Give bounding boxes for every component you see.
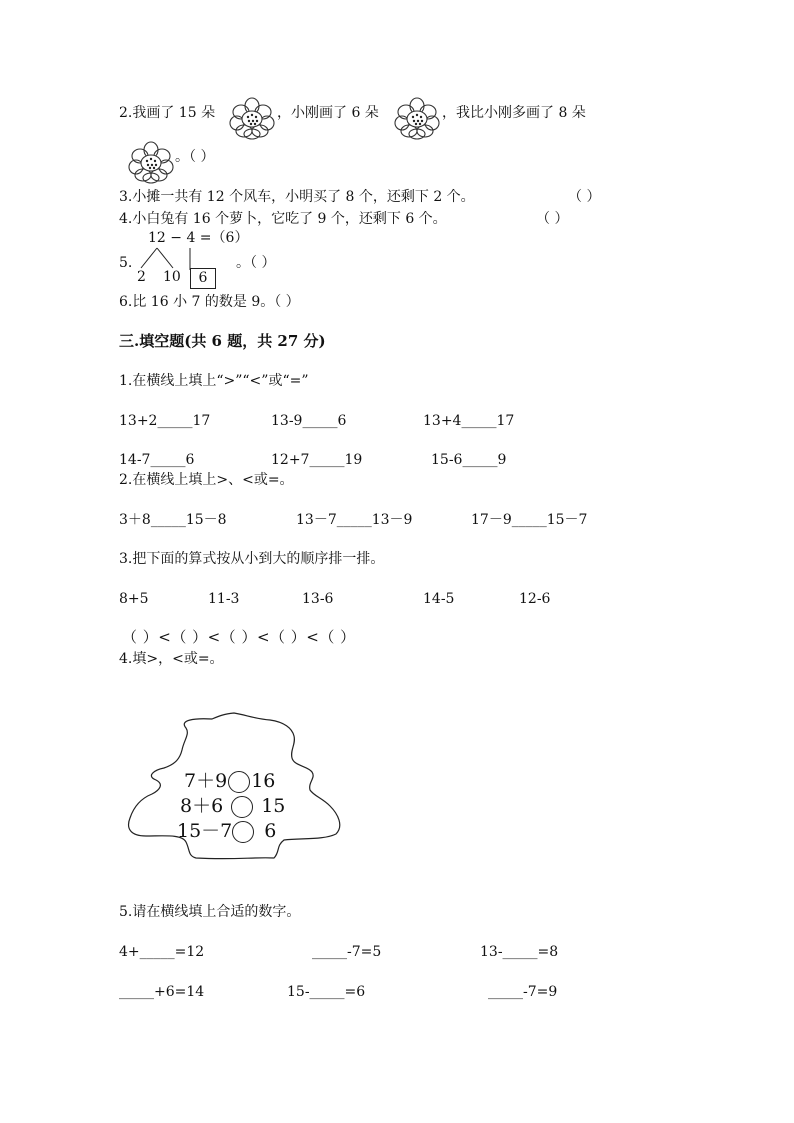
p2-item[interactable]: 17－9_____15－7 <box>471 512 588 528</box>
q2-text-part2: ，小刚画了 6 朵 <box>277 105 379 121</box>
p5-item[interactable]: _____-7=9 <box>488 984 558 1000</box>
q2-text-part1: 2.我画了 15 朵 <box>119 105 216 121</box>
p2-item[interactable]: 13－7_____13－9 <box>296 512 413 528</box>
p3-expr: 14-5 <box>423 591 455 607</box>
p5-item[interactable]: 4+_____=12 <box>119 944 205 960</box>
p2-item[interactable]: 3＋8_____15－8 <box>119 512 227 528</box>
q5-equation: 12 − 4 =（6） <box>148 230 249 246</box>
q5-label: 5. <box>119 255 133 271</box>
p5-title: 5.请在横线填上合适的数字。 <box>119 904 301 920</box>
p1-item[interactable]: 15-6_____9 <box>431 452 507 468</box>
p4-left-expr: 15－7 <box>177 820 233 842</box>
p1-title: 1.在横线上填上“>”“<”或“=” <box>119 373 309 389</box>
q3-answer-paren[interactable]: （ ） <box>568 189 601 205</box>
p3-order-blanks[interactable]: （ ）<（ ）<（ ）<（ ）<（ ） <box>122 628 356 646</box>
p1-item[interactable]: 13-9_____6 <box>271 413 347 429</box>
p3-title: 3.把下面的算式按从小到大的顺序排一排。 <box>119 551 385 567</box>
p5-item[interactable]: _____-7=5 <box>312 944 382 960</box>
p3-expr: 8+5 <box>119 591 149 607</box>
q5-boxed-number: 6 <box>190 268 216 289</box>
compare-circle[interactable] <box>228 771 250 793</box>
p4-row <box>184 771 275 793</box>
q6-text: 6.比 16 小 7 的数是 9。（ ） <box>119 294 300 310</box>
q5-answer-paren[interactable]: 。（ ） <box>236 255 276 271</box>
flower-icon <box>394 96 440 140</box>
p1-item[interactable]: 14-7_____6 <box>119 452 195 468</box>
p2-title: 2.在横线上填上>、<或=。 <box>119 472 294 488</box>
p4-row <box>180 796 285 818</box>
p5-item[interactable]: 13-_____=8 <box>480 944 559 960</box>
q5-split-right: 10 <box>163 269 181 285</box>
p3-expr: 12-6 <box>519 591 551 607</box>
q2-answer-paren[interactable]: 。（ ） <box>175 149 215 165</box>
q3-text: 3.小摊一共有 12 个风车，小明买了 8 个，还剩下 2 个。 <box>119 189 475 205</box>
q5-split-left: 2 <box>137 269 146 285</box>
p4-right-value: 15 <box>261 795 286 817</box>
p5-item[interactable]: _____+6=14 <box>119 984 205 1000</box>
flower-icon <box>128 140 174 184</box>
p1-item[interactable]: 13+4_____17 <box>423 413 515 429</box>
flower-icon <box>229 96 275 140</box>
q4-text: 4.小白兔有 16 个萝卜，它吃了 9 个，还剩下 6 个。 <box>119 211 447 227</box>
p4-right-value: 6 <box>264 820 277 842</box>
q2-text-part3: ，我比小刚多画了 8 朵 <box>442 105 586 121</box>
p3-expr: 13-6 <box>302 591 334 607</box>
p4-left-expr: 7＋9 <box>184 770 228 792</box>
p4-row <box>177 821 276 843</box>
p4-right-value: 16 <box>251 770 276 792</box>
compare-circle[interactable] <box>232 821 254 843</box>
p5-item[interactable]: 15-_____=6 <box>287 984 366 1000</box>
p1-item[interactable]: 12+7_____19 <box>271 452 363 468</box>
compare-circle[interactable] <box>231 796 253 818</box>
p4-left-expr: 8＋6 <box>180 795 224 817</box>
p3-expr: 11-3 <box>208 591 240 607</box>
p1-item[interactable]: 13+2_____17 <box>119 413 211 429</box>
p4-title: 4.填>，<或=。 <box>119 651 224 667</box>
q4-answer-paren[interactable]: （ ） <box>536 211 569 227</box>
section-heading: 三.填空题(共 6 题，共 27 分) <box>119 332 326 350</box>
